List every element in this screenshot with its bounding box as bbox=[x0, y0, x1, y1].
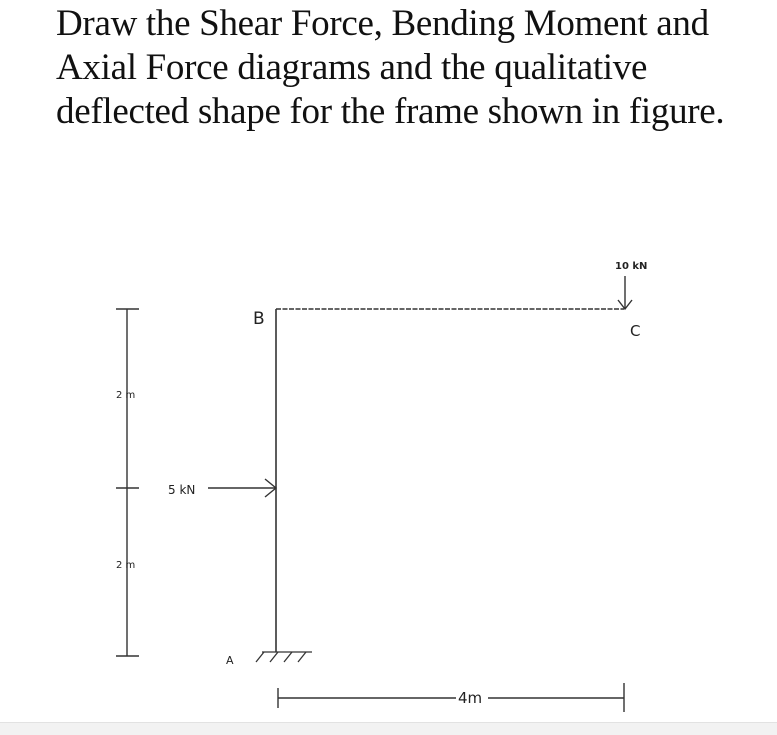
vertical-dimension bbox=[116, 309, 139, 656]
load-side-label: 5 kN bbox=[168, 483, 196, 497]
down-arrow-icon bbox=[618, 276, 632, 309]
node-a-label: A bbox=[226, 654, 234, 667]
node-c-label: C bbox=[630, 322, 641, 340]
bottom-strip bbox=[0, 722, 777, 735]
dimension-lower-label: 2 m bbox=[116, 560, 136, 571]
dimension-span-label: 4m bbox=[458, 689, 483, 707]
frame-members bbox=[276, 309, 624, 652]
node-b-label: B bbox=[253, 309, 265, 329]
dimension-upper-label: 2 m bbox=[116, 390, 136, 401]
question-line-3: deflected shape for the frame shown in figure. bbox=[56, 91, 725, 132]
question-line-1: Draw the Shear Force, Bending Moment and bbox=[56, 3, 709, 44]
load-top-label: 10 kN bbox=[615, 261, 648, 272]
fixed-support-icon bbox=[256, 652, 312, 662]
question-line-2: Axial Force diagrams and the qualitative bbox=[56, 47, 648, 88]
horizontal-dimension bbox=[278, 683, 624, 712]
right-arrow-icon bbox=[208, 479, 276, 497]
